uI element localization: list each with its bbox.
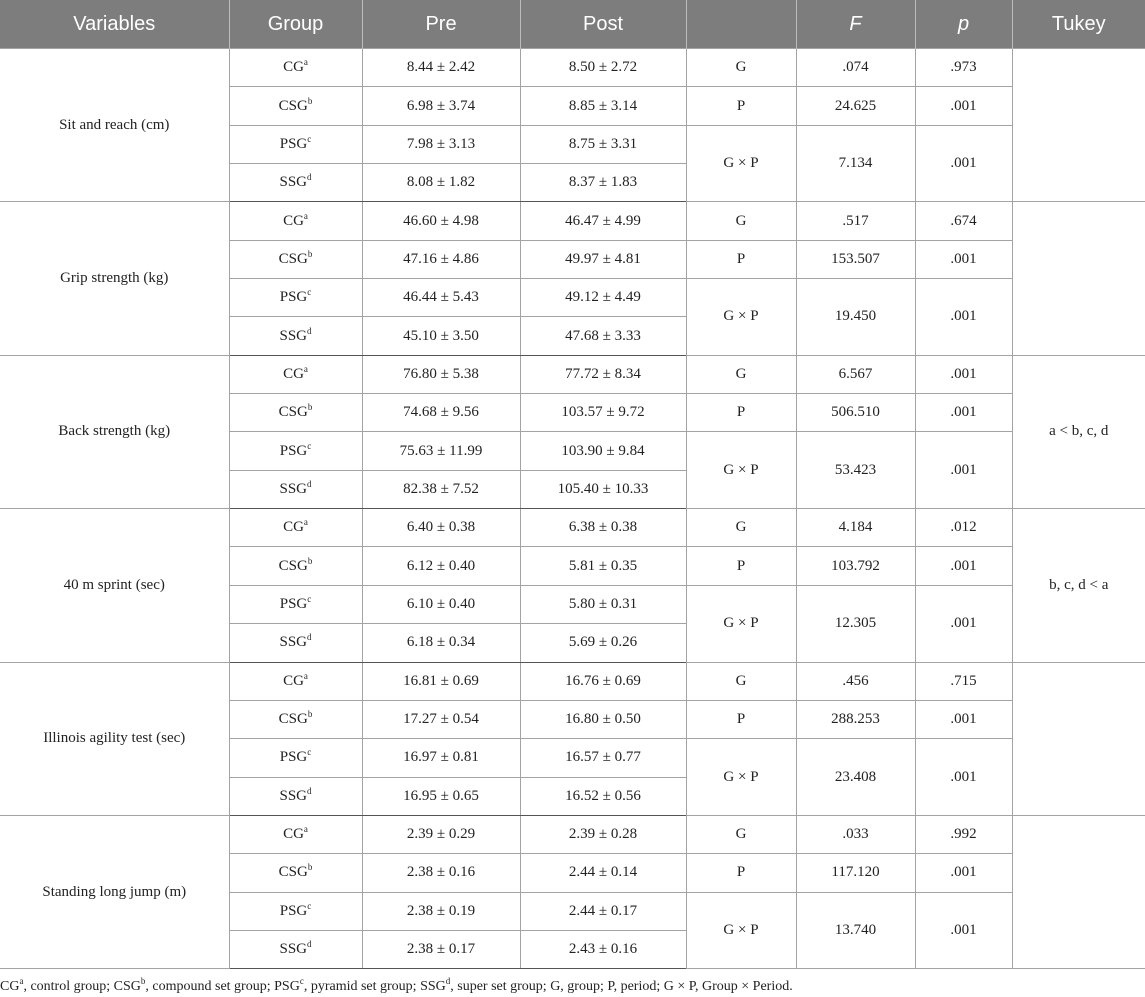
group-superscript: a [303, 517, 308, 528]
post-value: 77.72 ± 8.34 [520, 355, 686, 393]
footnote-abbr: CSG [113, 979, 141, 994]
group-cell [229, 49, 362, 87]
p-value: .001 [915, 240, 1012, 278]
header-variables: Variables [0, 0, 229, 49]
post-value: 16.76 ± 0.69 [520, 662, 686, 700]
group-cell [229, 432, 362, 470]
group-label: CSG [278, 97, 308, 114]
p-value: .973 [915, 49, 1012, 87]
effect-label: G × P [686, 279, 796, 356]
group-superscript: c [307, 593, 312, 604]
tukey-grip-strength-kg [1012, 202, 1145, 355]
group-label: SSG [279, 634, 308, 651]
group-label: PSG [279, 902, 308, 919]
group-cell [229, 125, 362, 163]
header-f: F [796, 0, 915, 49]
group-superscript: b [307, 248, 313, 259]
effect-label: G [686, 815, 796, 853]
variable-grip-strength-kg: Grip strength (kg) [0, 202, 229, 355]
post-value: 2.43 ± 0.16 [520, 930, 686, 968]
group-superscript: c [307, 900, 312, 911]
group-label: PSG [279, 442, 308, 459]
footnote-definition: , compound set group; [145, 979, 275, 994]
pre-value: 45.10 ± 3.50 [362, 317, 520, 355]
group-cell [229, 87, 362, 125]
p-value: .001 [915, 739, 1012, 816]
f-value: 13.740 [796, 892, 915, 969]
footnote-definition: , pyramid set group; [303, 979, 421, 994]
table-header [0, 0, 1145, 49]
group-superscript: d [307, 478, 312, 489]
post-value: 16.52 ± 0.56 [520, 777, 686, 815]
f-value: .456 [796, 662, 915, 700]
table-footnote [0, 976, 1145, 995]
pre-value: 75.63 ± 11.99 [362, 432, 520, 470]
group-label: CSG [278, 864, 308, 881]
group-superscript: a [303, 57, 308, 68]
group-label: PSG [279, 595, 308, 612]
group-cell [229, 624, 362, 662]
f-value: .517 [796, 202, 915, 240]
post-value: 49.97 ± 4.81 [520, 240, 686, 278]
group-superscript: d [307, 632, 312, 643]
footnote-superscript: d [445, 976, 451, 986]
effect-label: G [686, 662, 796, 700]
p-value: .674 [915, 202, 1012, 240]
group-label: CSG [278, 557, 308, 574]
group-cell [229, 585, 362, 623]
f-value: 506.510 [796, 394, 915, 432]
table-row [0, 49, 1145, 87]
group-cell [229, 394, 362, 432]
group-superscript: a [303, 670, 308, 681]
group-label: CG [283, 672, 304, 689]
effect-label: P [686, 547, 796, 585]
f-value: 19.450 [796, 279, 915, 356]
group-superscript: b [307, 709, 313, 720]
group-cell [229, 777, 362, 815]
post-value: 2.44 ± 0.14 [520, 854, 686, 892]
group-superscript: d [307, 939, 312, 950]
group-superscript: c [307, 287, 312, 298]
group-superscript: b [307, 402, 313, 413]
group-superscript: d [307, 785, 312, 796]
group-superscript: b [307, 555, 313, 566]
p-value: .001 [915, 700, 1012, 738]
pre-value: 47.16 ± 4.86 [362, 240, 520, 278]
effect-label: G [686, 49, 796, 87]
group-cell [229, 930, 362, 968]
group-superscript: a [303, 363, 308, 374]
pre-value: 82.38 ± 7.52 [362, 470, 520, 508]
effect-label: P [686, 700, 796, 738]
group-label: CSG [278, 711, 308, 728]
pre-value: 6.18 ± 0.34 [362, 624, 520, 662]
footnote-definition: , control group; [23, 979, 114, 994]
tukey-sit-and-reach-cm [1012, 49, 1145, 202]
effect-label: G × P [686, 892, 796, 969]
f-value: .074 [796, 49, 915, 87]
group-label: SSG [279, 174, 308, 191]
f-value: 153.507 [796, 240, 915, 278]
effect-label: G × P [686, 125, 796, 202]
pre-value: 8.08 ± 1.82 [362, 164, 520, 202]
effect-label: G × P [686, 432, 796, 509]
group-cell [229, 854, 362, 892]
group-cell [229, 892, 362, 930]
pre-value: 6.10 ± 0.40 [362, 585, 520, 623]
variable-standing-long-jump-m: Standing long jump (m) [0, 815, 229, 968]
pre-value: 46.44 ± 5.43 [362, 279, 520, 317]
f-value: 117.120 [796, 854, 915, 892]
group-cell [229, 317, 362, 355]
group-label: CG [283, 365, 304, 382]
effect-label: P [686, 394, 796, 432]
post-value: 46.47 ± 4.99 [520, 202, 686, 240]
post-value: 6.38 ± 0.38 [520, 509, 686, 547]
group-superscript: a [303, 824, 308, 835]
table-row [0, 509, 1145, 547]
table-row [0, 202, 1145, 240]
group-cell [229, 815, 362, 853]
table-body [0, 49, 1145, 969]
pre-value: 2.38 ± 0.16 [362, 854, 520, 892]
p-value: .001 [915, 585, 1012, 662]
p-value: .001 [915, 125, 1012, 202]
p-value: .001 [915, 547, 1012, 585]
pre-value: 2.38 ± 0.17 [362, 930, 520, 968]
footnote-abbr: CG [0, 979, 20, 994]
group-label: CG [283, 519, 304, 536]
footnote-superscript: b [140, 976, 146, 986]
footnote-abbr: PSG [274, 979, 300, 994]
group-cell [229, 279, 362, 317]
header-post: Post [520, 0, 686, 49]
group-label: SSG [279, 327, 308, 344]
group-label: PSG [279, 135, 308, 152]
pre-value: 74.68 ± 9.56 [362, 394, 520, 432]
pre-value: 6.12 ± 0.40 [362, 547, 520, 585]
pre-value: 46.60 ± 4.98 [362, 202, 520, 240]
p-value: .001 [915, 854, 1012, 892]
f-value: 288.253 [796, 700, 915, 738]
f-value: 53.423 [796, 432, 915, 509]
p-value: .001 [915, 432, 1012, 509]
post-value: 8.50 ± 2.72 [520, 49, 686, 87]
header-pre: Pre [362, 0, 520, 49]
group-cell [229, 202, 362, 240]
post-value: 8.85 ± 3.14 [520, 87, 686, 125]
tukey-illinois-agility-test-sec [1012, 662, 1145, 815]
group-label: CG [283, 212, 304, 229]
f-value: .033 [796, 815, 915, 853]
effect-label: G × P [686, 585, 796, 662]
f-value: 24.625 [796, 87, 915, 125]
post-value: 2.39 ± 0.28 [520, 815, 686, 853]
effect-label: G [686, 355, 796, 393]
p-value: .992 [915, 815, 1012, 853]
footnote-definition: , super set group; G, group; P, period; G × P, Group × Period. [450, 979, 793, 994]
f-value: 6.567 [796, 355, 915, 393]
effect-label: P [686, 240, 796, 278]
post-value: 105.40 ± 10.33 [520, 470, 686, 508]
group-cell [229, 547, 362, 585]
group-cell [229, 662, 362, 700]
header-row [0, 0, 1145, 49]
p-value: .001 [915, 87, 1012, 125]
pre-value: 17.27 ± 0.54 [362, 700, 520, 738]
group-superscript: a [303, 210, 308, 221]
group-label: CSG [278, 250, 308, 267]
post-value: 5.69 ± 0.26 [520, 624, 686, 662]
pre-value: 6.98 ± 3.74 [362, 87, 520, 125]
post-value: 49.12 ± 4.49 [520, 279, 686, 317]
variable-illinois-agility-test-sec: Illinois agility test (sec) [0, 662, 229, 815]
tukey-40-m-sprint-sec: b, c, d < a [1012, 509, 1145, 662]
pre-value: 8.44 ± 2.42 [362, 49, 520, 87]
header-effect [686, 0, 796, 49]
post-value: 16.80 ± 0.50 [520, 700, 686, 738]
group-superscript: b [307, 862, 313, 873]
tukey-back-strength-kg: a < b, c, d [1012, 355, 1145, 508]
pre-value: 6.40 ± 0.38 [362, 509, 520, 547]
variable-back-strength-kg: Back strength (kg) [0, 355, 229, 508]
post-value: 5.80 ± 0.31 [520, 585, 686, 623]
group-cell [229, 700, 362, 738]
pre-value: 16.81 ± 0.69 [362, 662, 520, 700]
effect-label: G [686, 202, 796, 240]
f-value: 4.184 [796, 509, 915, 547]
group-label: CG [283, 826, 304, 843]
group-label: SSG [279, 787, 308, 804]
table-row [0, 662, 1145, 700]
p-value: .001 [915, 355, 1012, 393]
post-value: 5.81 ± 0.35 [520, 547, 686, 585]
tukey-standing-long-jump-m [1012, 815, 1145, 968]
header-p: p [915, 0, 1012, 49]
post-value: 8.37 ± 1.83 [520, 164, 686, 202]
pre-value: 7.98 ± 3.13 [362, 125, 520, 163]
pre-value: 2.38 ± 0.19 [362, 892, 520, 930]
variable-sit-and-reach-cm: Sit and reach (cm) [0, 49, 229, 202]
variable-40-m-sprint-sec: 40 m sprint (sec) [0, 509, 229, 662]
header-tukey: Tukey [1012, 0, 1145, 49]
group-label: CSG [278, 404, 308, 421]
f-value: 103.792 [796, 547, 915, 585]
group-cell [229, 355, 362, 393]
group-cell [229, 739, 362, 777]
post-value: 16.57 ± 0.77 [520, 739, 686, 777]
footnote-abbr: SSG [420, 979, 446, 994]
header-group: Group [229, 0, 362, 49]
pre-value: 76.80 ± 5.38 [362, 355, 520, 393]
post-value: 8.75 ± 3.31 [520, 125, 686, 163]
group-label: CG [283, 59, 304, 76]
group-superscript: c [307, 133, 312, 144]
group-label: SSG [279, 941, 308, 958]
p-value: .001 [915, 279, 1012, 356]
pre-value: 2.39 ± 0.29 [362, 815, 520, 853]
group-superscript: d [307, 325, 312, 336]
effect-label: P [686, 854, 796, 892]
p-value: .001 [915, 394, 1012, 432]
table-row [0, 815, 1145, 853]
group-label: PSG [279, 289, 308, 306]
pre-value: 16.95 ± 0.65 [362, 777, 520, 815]
effect-label: G × P [686, 739, 796, 816]
post-value: 47.68 ± 3.33 [520, 317, 686, 355]
footnote-superscript: a [19, 976, 24, 986]
effect-label: G [686, 509, 796, 547]
effect-label: P [686, 87, 796, 125]
p-value: .715 [915, 662, 1012, 700]
f-value: 23.408 [796, 739, 915, 816]
group-cell [229, 509, 362, 547]
pre-value: 16.97 ± 0.81 [362, 739, 520, 777]
table-row [0, 355, 1145, 393]
group-cell [229, 164, 362, 202]
group-cell [229, 470, 362, 508]
group-cell [229, 240, 362, 278]
post-value: 103.90 ± 9.84 [520, 432, 686, 470]
group-superscript: c [307, 440, 312, 451]
group-superscript: b [307, 95, 313, 106]
group-label: PSG [279, 749, 308, 766]
f-value: 12.305 [796, 585, 915, 662]
post-value: 2.44 ± 0.17 [520, 892, 686, 930]
footnote-superscript: c [299, 976, 304, 986]
post-value: 103.57 ± 9.72 [520, 394, 686, 432]
p-value: .001 [915, 892, 1012, 969]
group-label: SSG [279, 480, 308, 497]
group-superscript: c [307, 747, 312, 758]
p-value: .012 [915, 509, 1012, 547]
group-superscript: d [307, 172, 312, 183]
f-value: 7.134 [796, 125, 915, 202]
